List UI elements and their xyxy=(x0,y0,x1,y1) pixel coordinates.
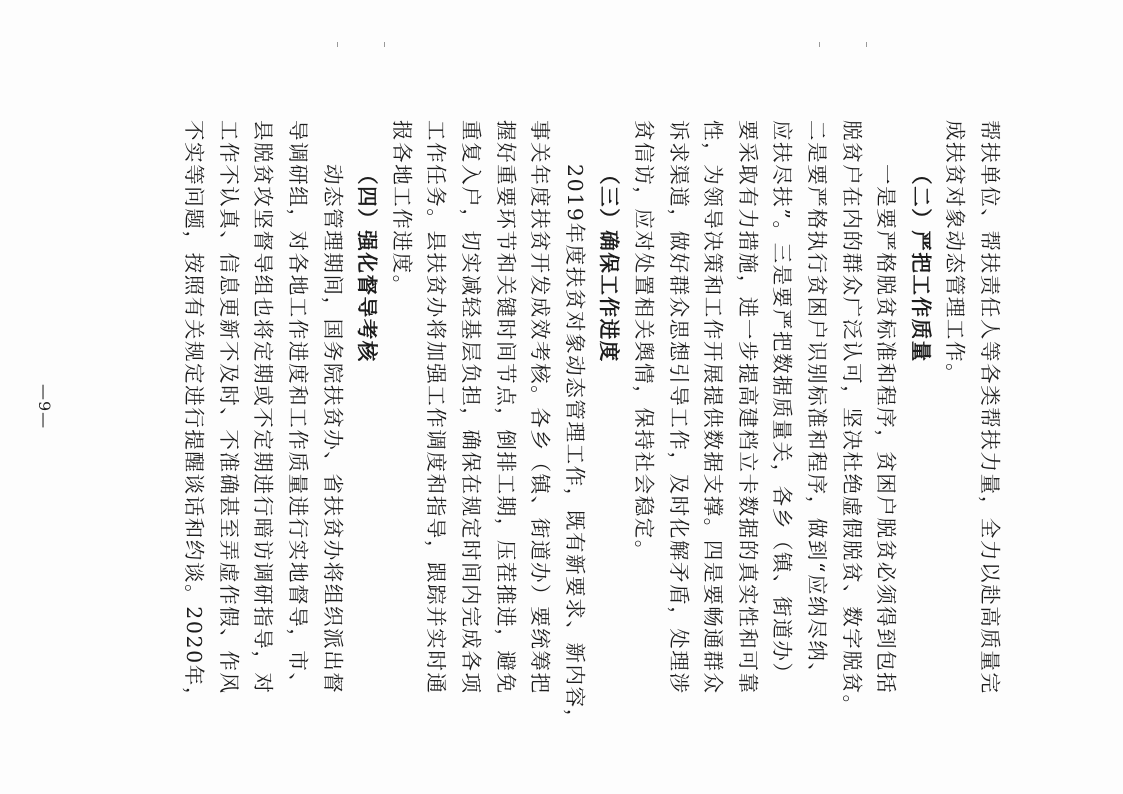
text-line: 工作不认真、信息更新不及时、不准确甚至弄虚作假、作风 xyxy=(216,120,241,695)
scan-mark xyxy=(337,42,338,47)
text-line: 工作任务。县扶贫办将加强工作调度和指导，跟踪并实时通 xyxy=(424,120,449,695)
text-line: 2019年度扶贫对象动态管理工作，既有新要求、新内容， xyxy=(562,164,587,731)
text-line: 性，为领导决策和工作开展提供数据支撑。四是要畅通群众 xyxy=(701,120,726,695)
text-line: 不实等问题，按照有关规定进行提醒谈话和约谈。2020年， xyxy=(182,120,207,709)
text-line: 县脱贫攻坚督导组也将定期或不定期进行暗访调研指导，对 xyxy=(251,120,276,695)
scan-mark xyxy=(384,42,385,47)
page-number: —9— xyxy=(35,384,54,430)
text-line: 脱贫户在内的群众广泛认可，坚决杜绝虚假脱贫、数字脱贫。 xyxy=(839,120,864,717)
text-line: 重复入户，切实减轻基层负担，确保在规定时间内完成各项 xyxy=(459,120,483,695)
text-line: 要采取有力措施，进一步提高建档立卡数据的真实性和可靠 xyxy=(735,120,760,695)
text-line: 贫信访，应对处置相关舆情，保持社会稳定。 xyxy=(632,120,656,562)
text-line: 动态管理期间，国务院扶贫办、省扶贫办将组织派出督 xyxy=(320,164,345,695)
scan-mark xyxy=(819,42,820,47)
text-line: 应扶尽扶”。三是要严把数据质量关，各乡（镇、街道办） xyxy=(770,120,795,685)
text-line: 一是要严格脱贫标准和程序，贫困户脱贫必须得到包括 xyxy=(874,164,899,695)
text-line: 握好重要环节和关键时间节点，倒排工期，压茬推进，避免 xyxy=(493,120,518,695)
text-line: 报各地工作进度。 xyxy=(389,120,414,297)
text-line: 诉求渠道，做好群众思想引导工作，及时化解矛盾，处理涉 xyxy=(666,120,691,695)
text-line: 事关年度扶贫开发成效考核。各乡（镇、街道办）要统筹把 xyxy=(528,120,553,695)
section-heading: （二）严把工作质量 xyxy=(908,164,933,363)
section-heading: （四）强化督导考核 xyxy=(355,164,380,363)
section-heading: （三）确保工作进度 xyxy=(597,164,622,363)
text-line: 导调研组，对各地工作进度和工作质量进行实地督导，市、 xyxy=(286,120,310,695)
scan-mark xyxy=(866,42,867,47)
text-line: 帮扶单位、帮扶责任人等各类帮扶力量，全力以赴高质量完 xyxy=(978,120,1002,695)
text-line: 二是要严格执行贫困户识别标准和程序，做到“应纳尽纳、 xyxy=(805,120,829,685)
text-line: 成扶贫对象动态管理工作。 xyxy=(943,120,968,386)
